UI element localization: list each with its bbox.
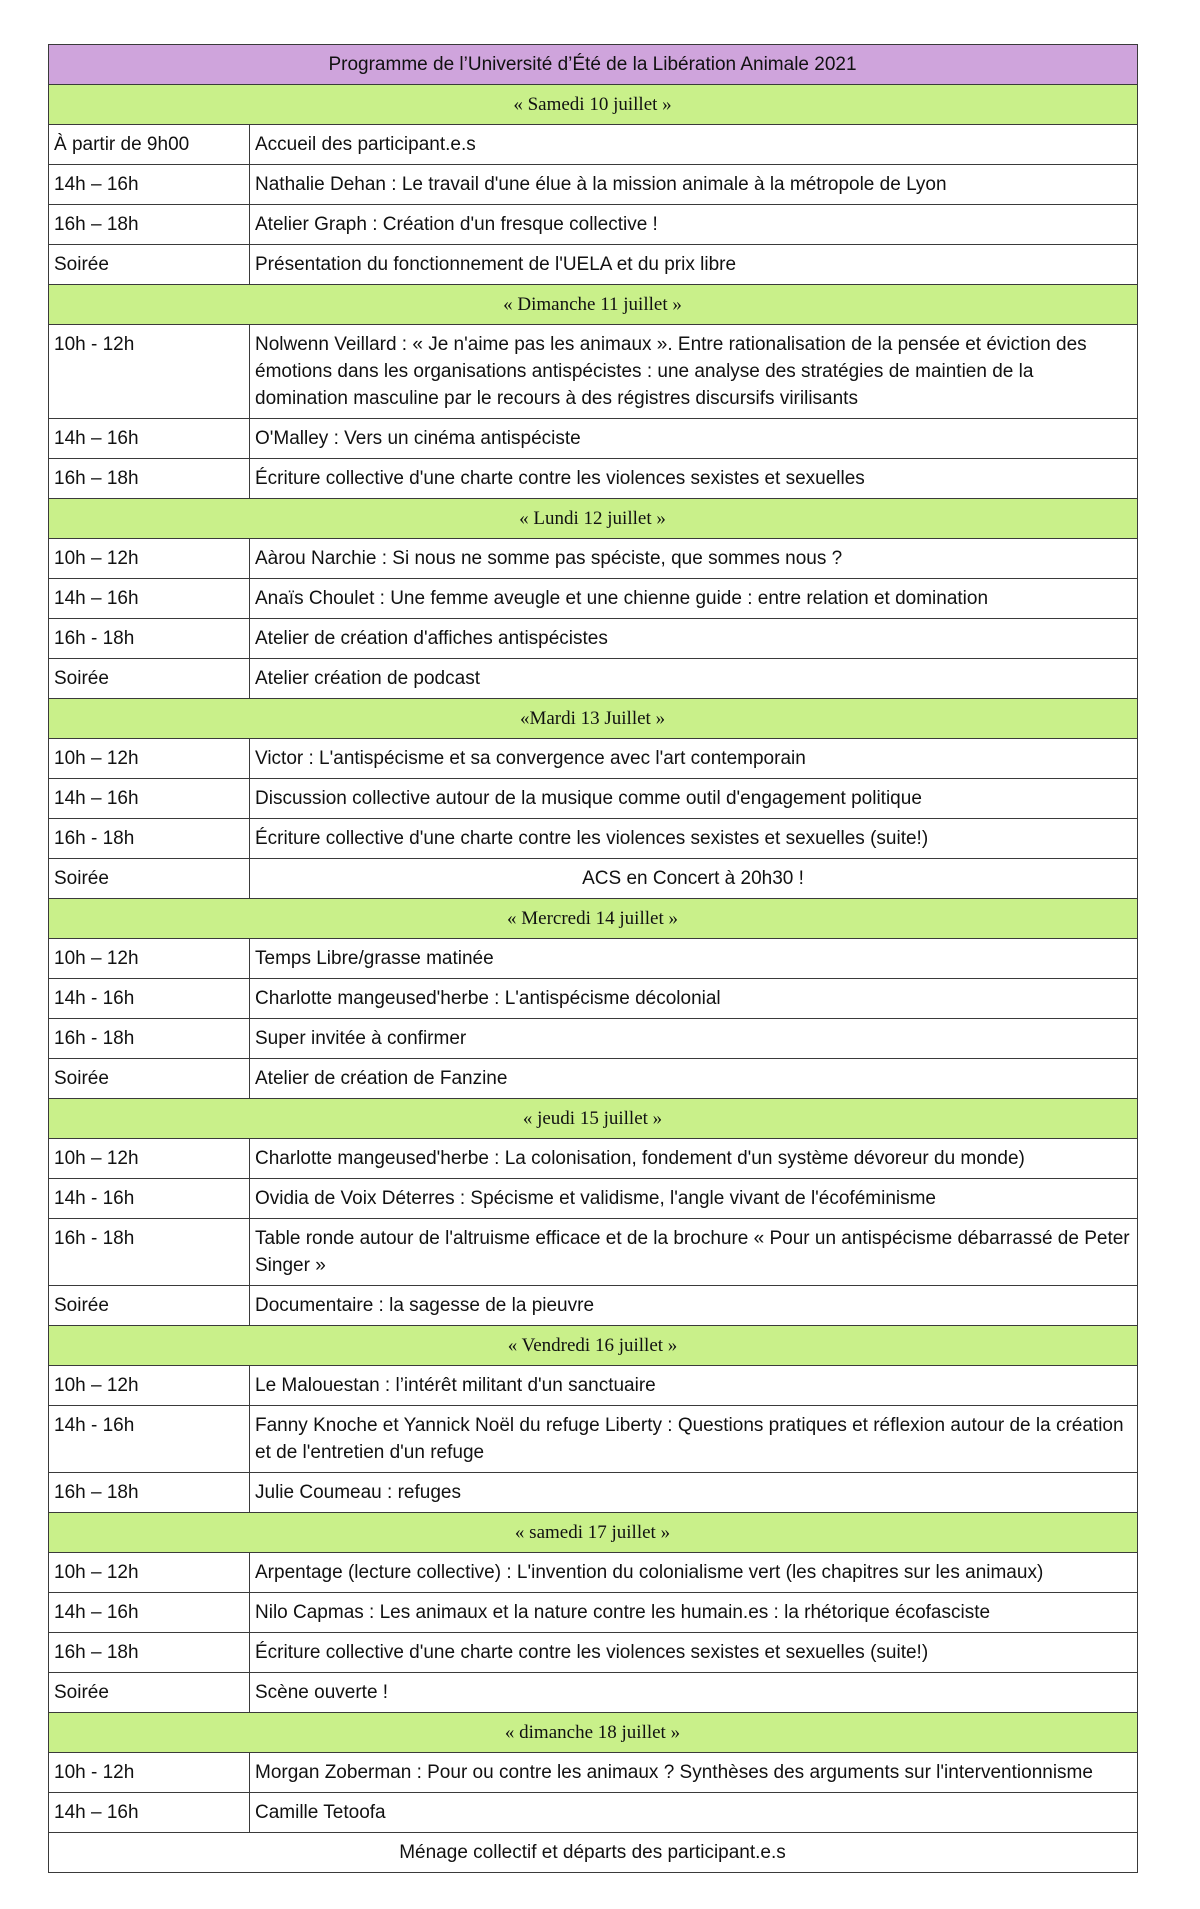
schedule-row	[49, 1473, 1138, 1513]
time-cell: 14h - 16h	[49, 1406, 250, 1473]
time-cell: 16h - 18h	[49, 1219, 250, 1286]
time-cell: 14h - 16h	[49, 1179, 250, 1219]
activity-cell: Victor : L'antispécisme et sa convergence avec l'art contemporain	[250, 739, 1138, 779]
schedule-row	[49, 1793, 1138, 1833]
time-cell: 16h – 18h	[49, 1473, 250, 1513]
time-cell: Soirée	[49, 1059, 250, 1099]
day-header: « Vendredi 16 juillet »	[49, 1326, 1138, 1366]
activity-cell: Discussion collective autour de la musique comme outil d'engagement politique	[250, 779, 1138, 819]
day-header: «Mardi 13 Juillet »	[49, 699, 1138, 739]
activity-cell: Morgan Zoberman : Pour ou contre les animaux ? Synthèses des arguments sur l'interventionnisme	[250, 1753, 1138, 1793]
activity-cell: Table ronde autour de l'altruisme efficace et de la brochure « Pour un antispécisme débarrassé de Peter Singer »	[250, 1219, 1138, 1286]
activity-cell: Atelier de création d'affiches antispécistes	[250, 619, 1138, 659]
time-cell: 10h – 12h	[49, 539, 250, 579]
activity-cell: Nilo Capmas : Les animaux et la nature contre les humain.es : la rhétorique écofasciste	[250, 1593, 1138, 1633]
day-header: « jeudi 15 juillet »	[49, 1099, 1138, 1139]
activity-cell: Julie Coumeau : refuges	[250, 1473, 1138, 1513]
programme-title: Programme de l’Université d’Été de la Libération Animale 2021	[49, 45, 1138, 85]
time-cell: 16h - 18h	[49, 1019, 250, 1059]
activity-cell: O'Malley : Vers un cinéma antispéciste	[250, 419, 1138, 459]
programme-table	[48, 44, 1138, 1873]
activity-cell: Temps Libre/grasse matinée	[250, 939, 1138, 979]
time-cell: Soirée	[49, 1673, 250, 1713]
activity-cell: Fanny Knoche et Yannick Noël du refuge Liberty : Questions pratiques et réflexion autour de la création et de l'entretien d'un refuge	[250, 1406, 1138, 1473]
time-cell: 14h - 16h	[49, 979, 250, 1019]
schedule-row	[49, 1593, 1138, 1633]
programme-body	[49, 45, 1138, 1873]
schedule-row	[49, 1019, 1138, 1059]
time-cell: Soirée	[49, 245, 250, 285]
activity-cell: ACS en Concert à 20h30 !	[250, 859, 1138, 899]
schedule-row	[49, 979, 1138, 1019]
schedule-row	[49, 779, 1138, 819]
schedule-row	[49, 325, 1138, 419]
time-cell: 10h - 12h	[49, 325, 250, 419]
schedule-row	[49, 859, 1138, 899]
time-cell: À partir de 9h00	[49, 125, 250, 165]
activity-cell: Écriture collective d'une charte contre les violences sexistes et sexuelles (suite!)	[250, 819, 1138, 859]
schedule-row	[49, 245, 1138, 285]
schedule-row	[49, 1139, 1138, 1179]
schedule-row	[49, 165, 1138, 205]
day-header-row	[49, 899, 1138, 939]
schedule-row	[49, 125, 1138, 165]
day-header-row	[49, 85, 1138, 125]
schedule-row	[49, 619, 1138, 659]
time-cell: 10h – 12h	[49, 1139, 250, 1179]
time-cell: Soirée	[49, 659, 250, 699]
schedule-row	[49, 1553, 1138, 1593]
footer-note: Ménage collectif et départs des participant.e.s	[49, 1833, 1138, 1873]
day-header-row	[49, 1326, 1138, 1366]
time-cell: 14h – 16h	[49, 1793, 250, 1833]
time-cell: 10h – 12h	[49, 939, 250, 979]
schedule-row	[49, 659, 1138, 699]
activity-cell: Ovidia de Voix Déterres : Spécisme et validisme, l'angle vivant de l'écoféminisme	[250, 1179, 1138, 1219]
schedule-row	[49, 579, 1138, 619]
schedule-row	[49, 1673, 1138, 1713]
time-cell: 16h - 18h	[49, 619, 250, 659]
activity-cell: Atelier Graph : Création d'un fresque collective !	[250, 205, 1138, 245]
activity-cell: Accueil des participant.e.s	[250, 125, 1138, 165]
activity-cell: Présentation du fonctionnement de l'UELA et du prix libre	[250, 245, 1138, 285]
activity-cell: Écriture collective d'une charte contre les violences sexistes et sexuelles (suite!)	[250, 1633, 1138, 1673]
schedule-row	[49, 419, 1138, 459]
activity-cell: Nolwenn Veillard : « Je n'aime pas les animaux ». Entre rationalisation de la pensée et éviction des émotions dans les organisations antispécistes : une analyse des stratégies de maintien de la domination masculine par le recours à des régistres discursifs virilisants	[250, 325, 1138, 419]
activity-cell: Écriture collective d'une charte contre les violences sexistes et sexuelles	[250, 459, 1138, 499]
time-cell: 10h – 12h	[49, 739, 250, 779]
activity-cell: Nathalie Dehan : Le travail d'une élue à la mission animale à la métropole de Lyon	[250, 165, 1138, 205]
footer-row	[49, 1833, 1138, 1873]
day-header-row	[49, 1513, 1138, 1553]
day-header: « Samedi 10 juillet »	[49, 85, 1138, 125]
schedule-row	[49, 459, 1138, 499]
activity-cell: Arpentage (lecture collective) : L'invention du colonialisme vert (les chapitres sur les animaux)	[250, 1553, 1138, 1593]
activity-cell: Camille Tetoofa	[250, 1793, 1138, 1833]
time-cell: 10h – 12h	[49, 1366, 250, 1406]
time-cell: 16h – 18h	[49, 205, 250, 245]
schedule-row	[49, 539, 1138, 579]
time-cell: Soirée	[49, 1286, 250, 1326]
time-cell: 10h - 12h	[49, 1753, 250, 1793]
day-header: « Mercredi 14 juillet »	[49, 899, 1138, 939]
day-header: « dimanche 18 juillet »	[49, 1713, 1138, 1753]
schedule-row	[49, 1406, 1138, 1473]
day-header-row	[49, 285, 1138, 325]
time-cell: 14h – 16h	[49, 1593, 250, 1633]
day-header-row	[49, 1713, 1138, 1753]
time-cell: 14h – 16h	[49, 579, 250, 619]
day-header-row	[49, 699, 1138, 739]
schedule-row	[49, 819, 1138, 859]
activity-cell: Atelier création de podcast	[250, 659, 1138, 699]
activity-cell: Anaïs Choulet : Une femme aveugle et une chienne guide : entre relation et domination	[250, 579, 1138, 619]
activity-cell: Aàrou Narchie : Si nous ne somme pas spéciste, que sommes nous ?	[250, 539, 1138, 579]
schedule-row	[49, 1366, 1138, 1406]
day-header: « Lundi 12 juillet »	[49, 499, 1138, 539]
activity-cell: Le Malouestan : l’intérêt militant d'un sanctuaire	[250, 1366, 1138, 1406]
schedule-row	[49, 939, 1138, 979]
schedule-row	[49, 1286, 1138, 1326]
activity-cell: Scène ouverte !	[250, 1673, 1138, 1713]
activity-cell: Charlotte mangeused'herbe : La colonisation, fondement d'un système dévoreur du monde)	[250, 1139, 1138, 1179]
schedule-row	[49, 1753, 1138, 1793]
activity-cell: Charlotte mangeused'herbe : L'antispécisme décolonial	[250, 979, 1138, 1019]
activity-cell: Atelier de création de Fanzine	[250, 1059, 1138, 1099]
day-header-row	[49, 499, 1138, 539]
time-cell: 14h – 16h	[49, 419, 250, 459]
activity-cell: Documentaire : la sagesse de la pieuvre	[250, 1286, 1138, 1326]
schedule-row	[49, 739, 1138, 779]
schedule-row	[49, 1179, 1138, 1219]
schedule-row	[49, 205, 1138, 245]
day-header: « Dimanche 11 juillet »	[49, 285, 1138, 325]
time-cell: 14h – 16h	[49, 779, 250, 819]
day-header-row	[49, 1099, 1138, 1139]
schedule-row	[49, 1219, 1138, 1286]
title-row	[49, 45, 1138, 85]
time-cell: 10h – 12h	[49, 1553, 250, 1593]
time-cell: 16h – 18h	[49, 459, 250, 499]
activity-cell: Super invitée à confirmer	[250, 1019, 1138, 1059]
time-cell: 14h – 16h	[49, 165, 250, 205]
time-cell: Soirée	[49, 859, 250, 899]
schedule-row	[49, 1059, 1138, 1099]
day-header: « samedi 17 juillet »	[49, 1513, 1138, 1553]
time-cell: 16h - 18h	[49, 819, 250, 859]
time-cell: 16h – 18h	[49, 1633, 250, 1673]
schedule-row	[49, 1633, 1138, 1673]
